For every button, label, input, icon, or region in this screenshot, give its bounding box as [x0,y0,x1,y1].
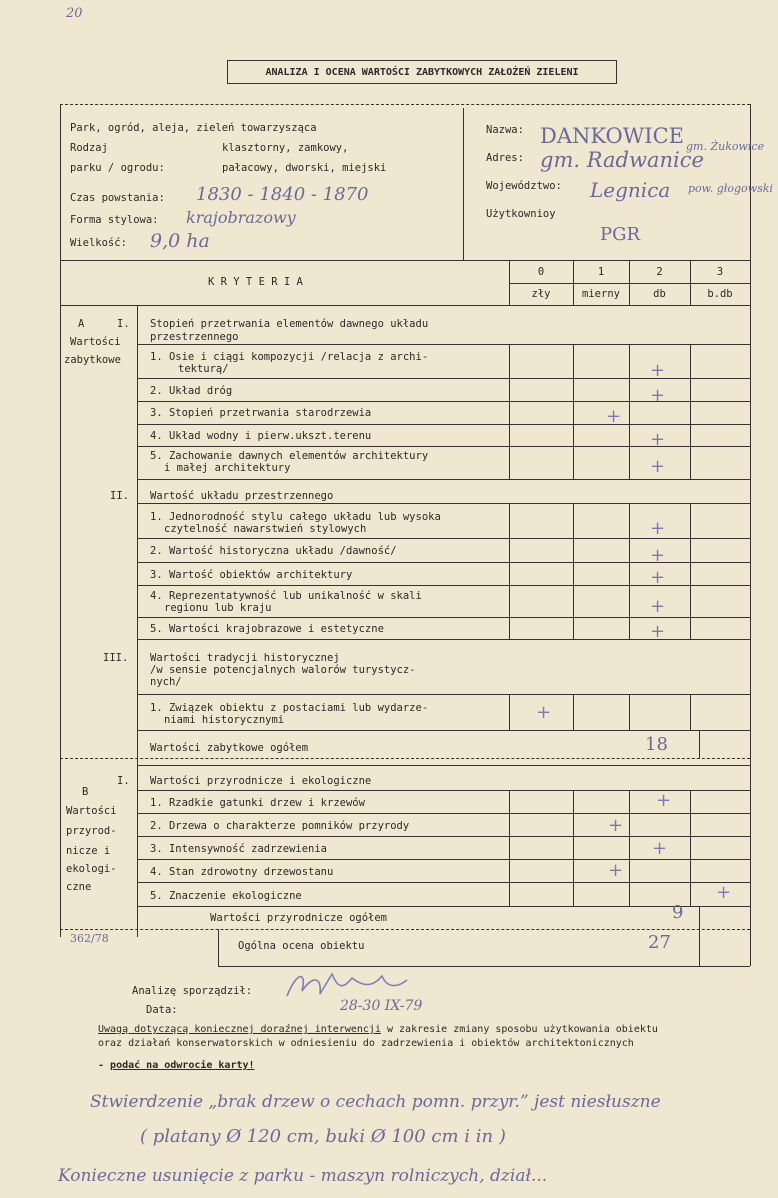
item-a1-5-b: i małej architektury [164,462,291,474]
section-b-num: I. [117,775,130,787]
forma-value: krajobrazowy [186,208,296,227]
group3-title-2: /w sensie potencjalnych walorów turystycz- [150,664,416,676]
uwaga-underlined: Uwagą dotyczącą koniecznej doraźnej interwencji [98,1024,381,1035]
section-a-letter: A [78,318,85,330]
col-label-db: db [653,288,666,300]
group3-title-3: nych/ [150,676,182,688]
rodzaj-values: klasztorny, zamkowy, [222,142,349,154]
section-b-label-2: przyrod- [66,825,117,837]
nazwa-note: gm. Żukowice [686,140,765,153]
group1-title: Stopień przetrwania elementów dawnego układu [150,318,429,330]
item-b-4: 4. Stan zdrowotny drzewostanu [150,866,334,878]
item-a2-5: 5. Wartości krajobrazowe i estetyczne [150,623,384,635]
item-a1-2: 2. Układ dróg [150,385,233,397]
handwritten-note-2: ( platany Ø 120 cm, buki Ø 100 cm i in ) [140,1126,506,1147]
park-type-line: Park, ogród, aleja, zieleń towarzysząca [70,122,317,134]
nazwa-label: Nazwa: [486,124,524,136]
page-title: ANALIZA I OCENA WARTOŚCI ZABYTKOWYCH ZAŁOŻEŃ ZIELENI [265,67,579,78]
section-a-group1-num: I. [117,318,130,330]
item-a1-5: 5. Zachowanie dawnych elementów architektury [150,450,429,462]
item-a2-3: 3. Wartość obiektów architektury [150,569,353,581]
rating-mark: + [650,545,666,566]
section-b-label-4: ekologi- [66,863,117,875]
nazwa-value: DANKOWICE [540,124,684,148]
rating-mark: + [650,518,666,539]
rating-mark: + [650,596,666,617]
col-2: 2 [656,266,663,278]
rating-mark: + [656,790,672,811]
section-b-label-3: nicze i [66,845,111,857]
item-a1-3: 3. Stopień przetrwania starodrzewia [150,407,372,419]
col-label-bdb: b.db [707,288,733,300]
section-a-group3-num: III. [103,652,129,664]
adres-label: Adres: [486,152,524,164]
section-b-label-5: czne [66,881,92,893]
uwaga-line-3 [98,1060,255,1072]
rating-mark: + [650,567,666,588]
col-3: 3 [716,266,724,278]
wielkosc-value: 9,0 ha [150,230,210,252]
rating-mark: + [650,360,666,381]
section-b-label-1: Wartości [66,805,117,817]
overall-value: 27 [648,932,671,953]
uwaga-line-2: oraz działań konserwatorskich w odniesieniu do zadrzewienia i obiektów architektonicznych [98,1038,634,1049]
analiza-label: Analizę sporządził: [132,985,253,997]
wojewodztwo-note: pow. głogowski [688,182,773,195]
rating-mark: + [606,406,622,427]
parku-values: pałacowy, dworski, miejski [222,162,387,174]
overall-label: Ogólna ocena obiektu [238,940,365,952]
section-a-label-zabytkowe: zabytkowe [64,354,121,366]
rating-mark: + [650,429,666,450]
section-a-label-wartosci: Wartości [70,336,121,348]
total-b-value: 9 [672,902,684,923]
adres-value: gm. Radwanice [540,148,704,172]
uwaga-odwrocie: podać na odwrocie karty! [110,1060,255,1071]
item-a3-1-b: niami historycznymi [164,714,285,726]
item-a1-4: 4. Układ wodny i pierw.ukszt.terenu [150,430,372,442]
rating-mark: + [608,815,624,836]
handwritten-note-1: Stwierdzenie „brak drzew o cechach pomn. przyr.” jest niesłuszne [90,1092,661,1112]
group3-title-1: Wartości tradycji historycznej [150,652,340,664]
item-b-2: 2. Drzewa o charakterze pomników przyrody [150,820,410,832]
data-label: Data: [146,1004,178,1016]
czas-value: 1830 - 1840 - 1870 [196,184,369,205]
rating-mark: + [536,702,552,723]
total-a-value: 18 [645,734,668,755]
rating-mark: + [652,838,668,859]
rating-mark: + [650,456,666,477]
forma-label: Forma stylowa: [70,214,159,226]
col-1: 1 [597,266,605,278]
group-b-title: Wartości przyrodnicze i ekologiczne [150,775,372,787]
col-label-mierny: mierny [582,288,620,300]
item-a1-1: 1. Osie i ciągi kompozycji /relacja z archi- [150,351,429,363]
czas-label: Czas powstania: [70,192,165,204]
item-a2-4: 4. Reprezentatywność lub unikalność w skali [150,590,422,602]
total-a-label: Wartości zabytkowe ogółem [150,742,309,754]
group2-title: Wartość układu przestrzennego [150,490,334,502]
kryteria-header: K R Y T E R I A [208,276,303,288]
uzytkownik-label: Użytkownioy [486,208,556,220]
page-number: 20 [66,6,83,21]
item-a2-2: 2. Wartość historyczna układu /dawność/ [150,545,397,557]
item-a2-1: 1. Jednorodność stylu całego układu lub wysoka [150,511,441,523]
reference-number: 362/78 [70,932,109,945]
wielkosc-label: Wielkość: [70,237,127,249]
group1-title-2: przestrzennego [150,331,239,343]
handwritten-note-3: Konieczne usunięcie z parku - maszyn rolniczych, dział... [58,1166,548,1186]
rating-mark: + [650,385,666,406]
uwaga-rest: w zakresie zmiany sposobu użytkowania obiektu [380,1024,658,1035]
wojewodztwo-label: Województwo: [486,180,562,192]
uwaga-dash: - [98,1060,111,1071]
rodzaj-label: Rodzaj [70,142,108,154]
item-b-1: 1. Rzadkie gatunki drzew i krzewów [150,797,365,809]
parku-label: parku / ogrodu: [70,162,165,174]
data-value: 28-30 IX-79 [340,998,423,1014]
total-b-label: Wartości przyrodnicze ogółem [210,912,388,924]
item-a2-1-b: czytelność nawarstwień stylowych [164,523,367,535]
section-a-group2-num: II. [110,490,129,502]
uzytkownik-value: PGR [600,224,641,245]
item-b-3: 3. Intensywność zadrzewienia [150,843,328,855]
item-a2-4-b: regionu lub kraju [164,602,272,614]
item-b-5: 5. Znaczenie ekologiczne [150,890,302,902]
section-b-letter: B [82,786,89,798]
wojewodztwo-value: Legnica [590,178,671,202]
col-label-zly: zły [531,288,551,300]
item-a3-1: 1. Związek obiektu z postaciami lub wydarze- [150,702,429,714]
rating-mark: + [650,621,666,642]
uwaga-line-1 [98,1024,658,1036]
rating-mark: + [716,882,732,903]
item-a1-1-b: tekturą/ [178,363,229,375]
rating-mark: + [608,860,624,881]
title-box [227,60,617,84]
col-0: 0 [537,266,545,278]
